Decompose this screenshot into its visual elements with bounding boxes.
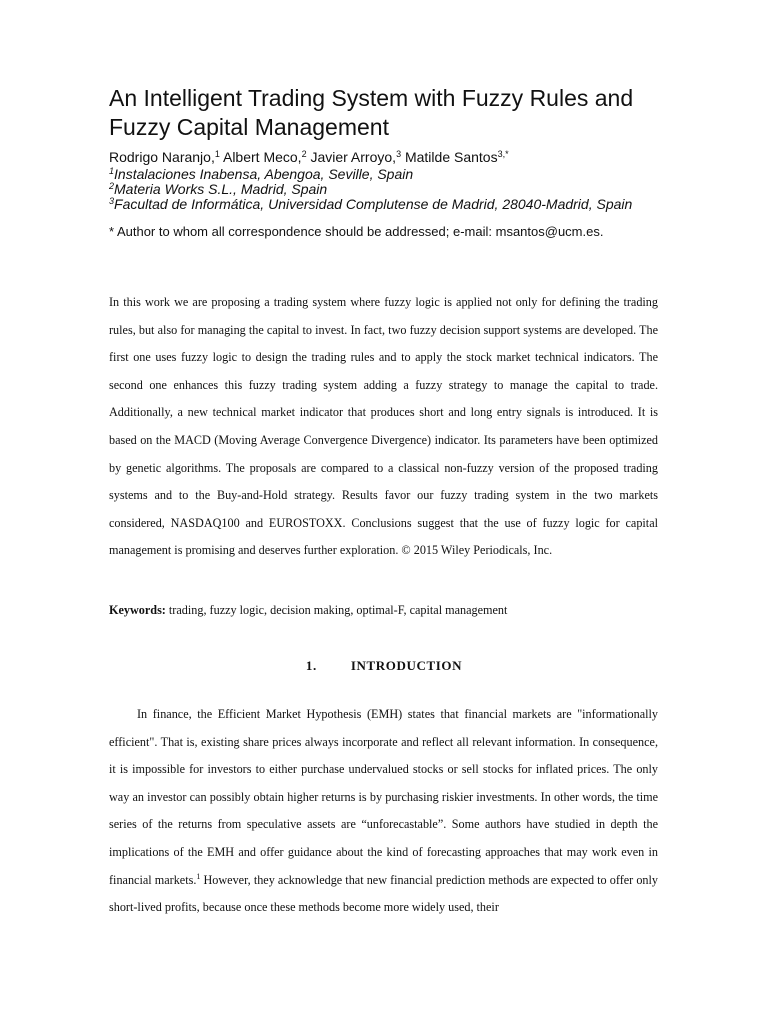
author-superscript: 2 <box>301 149 307 159</box>
author-list <box>109 149 509 166</box>
author-name: Albert Meco, <box>219 149 302 165</box>
paper-title: An Intelligent Trading System with Fuzzy Rules and Fuzzy Capital Management <box>109 85 634 140</box>
introduction-paragraph <box>109 701 658 922</box>
author-superscript: 3 <box>396 149 402 159</box>
reference-marker: 1 <box>196 871 201 881</box>
affiliation-superscript: 3 <box>109 196 115 206</box>
affiliation-3 <box>109 196 632 213</box>
section-heading <box>0 658 768 674</box>
author-name: Javier Arroyo, <box>306 149 397 165</box>
section-number: 1. <box>305 658 317 673</box>
author-superscript: 1 <box>214 149 220 159</box>
keywords-label: Keywords: <box>109 603 166 617</box>
affiliation-text: Facultad de Informática, Universidad Complutense de Madrid, 28040-Madrid, Spain <box>114 196 633 212</box>
abstract: In this work we are proposing a trading system where fuzzy logic is applied not only for defining the trading rules, but also for managing the capital to invest. In fact, two fuzzy decision support systems are developed. The first one uses fuzzy logic to design the trading rules and to apply the stock market technical indicators. The second one enhances this fuzzy trading system adding a fuzzy strategy to manage the capital to trade. Additionally, a new technical market indicator that produces short and long entry signals is introduced. It is based on the MACD (Moving Average Convergence Divergence) indicator. Its parameters have been optimized by genetic algorithms. The proposals are compared to a classical non-fuzzy version of the proposed trading systems and to the Buy-and-Hold strategy. Results favor our fuzzy trading system in the two markets considered, NASDAQ100 and EUROSTOXX. Conclusions suggest that the use of fuzzy logic for capital management is promising and deserves further exploration. © 2015 Wiley Periodicals, Inc. <box>109 295 658 558</box>
correspondence-note: * Author to whom all correspondence should be addressed; e-mail: msantos@ucm.es. <box>109 224 604 239</box>
author-name: Matilde Santos <box>401 149 498 165</box>
affiliation-superscript: 1 <box>109 166 115 176</box>
affiliation-text: Materia Works S.L., Madrid, Spain <box>114 181 328 197</box>
intro-text-after-ref: However, they acknowledge that new financial prediction methods are expected to offer only short-lived profits, because once these methods become more widely used, their <box>109 872 658 915</box>
keywords-line <box>109 601 658 619</box>
affiliation-text: Instalaciones Inabensa, Abengoa, Seville, Spain <box>114 166 414 182</box>
author-name: Rodrigo Naranjo, <box>109 149 215 165</box>
keywords-text: trading, fuzzy logic, decision making, optimal-F, capital management <box>165 603 508 617</box>
affiliation-superscript: 2 <box>109 181 115 191</box>
intro-text-before-ref: In finance, the Efficient Market Hypothesis (EMH) states that financial markets are "informationally efficient". That is, existing share prices always incorporate and reflect all relevant information. In consequence, it is impossible for investors to either purchase undervalued stocks or sell stocks for inflated prices. The only way an investor can possibly obtain higher returns is by purchasing riskier investments. In other words, the time series of the returns from speculative assets are “unforecastable”. Some authors have studied in depth the implications of the EMH and offer guidance about the kind of forecasting approaches that may work even in financial markets. <box>109 707 658 887</box>
author-superscript: 3,* <box>497 149 509 159</box>
section-title: INTRODUCTION <box>350 658 463 673</box>
